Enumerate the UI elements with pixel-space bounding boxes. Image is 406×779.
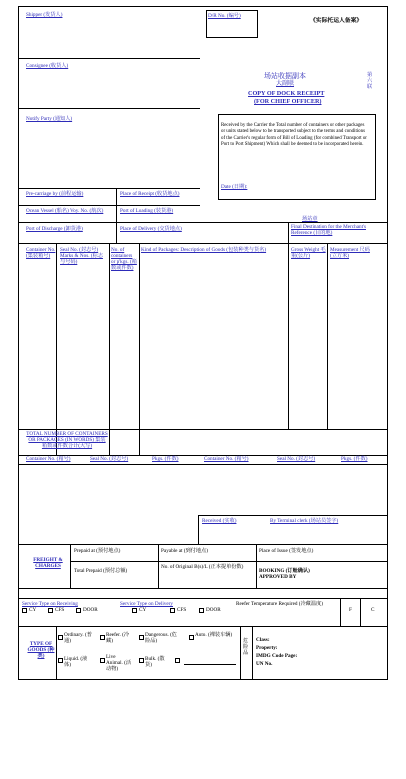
gross-weight-header: Gross Weight 毛重(公斤) xyxy=(291,247,326,259)
place-issue-label[interactable]: Place of Issue (签发地点) xyxy=(259,548,314,554)
consignee-line xyxy=(18,108,200,109)
temp-c-label: C xyxy=(371,607,375,613)
record-note: 《实际托运人备案》 xyxy=(310,18,363,24)
pkgs-2[interactable]: Pkgs. (件数) xyxy=(341,456,368,462)
del-door-label: DOOR xyxy=(206,607,221,613)
property-label: Property: xyxy=(256,645,278,651)
received-divider xyxy=(198,515,199,544)
seal-no-2[interactable]: Seal No. (封志号) xyxy=(277,456,316,462)
recv-cfs-checkbox[interactable] xyxy=(48,608,53,613)
bulk-label: Bulk. (散货) xyxy=(145,656,165,668)
goods-divider-1 xyxy=(56,626,57,679)
recv-door-label: DOOR xyxy=(83,607,98,613)
del-cfs-checkbox[interactable] xyxy=(170,608,175,613)
reefer-temp-label: Reefer Temperature Required (冷藏温度) xyxy=(236,601,323,607)
title-cn2: 大副联 xyxy=(276,81,295,87)
live-animal-label: Live Animal. (活动物) xyxy=(106,654,132,672)
received-line-top xyxy=(198,515,388,516)
del-cfs-label: CFS xyxy=(177,607,187,613)
form-top-border xyxy=(18,6,388,7)
port-discharge-label[interactable]: Port of Discharge (卸货港) xyxy=(26,226,83,232)
total-number-label: TOTAL NUMBER OF CONTAINERS OR PACKAGES (IN WORDS) 集装箱数或件数合计(大写) xyxy=(26,431,108,449)
temp-divider-2 xyxy=(360,598,361,626)
form-left-border xyxy=(18,6,19,679)
received-label: Received (实收) xyxy=(202,518,237,524)
notify-label: Notify Party (通知人) xyxy=(26,116,73,122)
col-line-3 xyxy=(139,243,140,455)
freight-divider-2 xyxy=(158,544,159,588)
routing-divider-1 xyxy=(116,189,117,223)
liquid-checkbox[interactable] xyxy=(58,658,63,663)
service-line-top xyxy=(18,598,388,599)
receipt-statement: Received by the Carrier the Total number of containers or other packages or units stated below to be transported subject to the terms and conditions of the Carrier's regular form of Bill of Loading (for combined Transport or Port to Port Shipment) Which shall be deemed to be incorporated herein. xyxy=(221,123,367,147)
stamp-label: 场站章 xyxy=(302,216,318,222)
recv-cy-checkbox[interactable] xyxy=(22,608,27,613)
port-loading-label[interactable]: Port of Loading (装货港) xyxy=(120,208,174,214)
receipt-date: Date (日期): xyxy=(221,184,248,190)
other-checkbox[interactable] xyxy=(175,658,180,663)
terminal-clerk-label[interactable]: By Terminal clerk (场站员签字) xyxy=(270,518,339,524)
payable-at-label[interactable]: Payable at (到付地点) xyxy=(161,548,208,554)
total-prepaid-label[interactable]: Total Prepaid (预付总额) xyxy=(74,568,128,574)
reefer-checkbox[interactable] xyxy=(100,635,105,640)
pre-carriage-label[interactable]: Pre-carriage by (前程运输) xyxy=(26,191,84,197)
seal-no-1[interactable]: Seal No. (封志号) xyxy=(90,456,129,462)
recv-door-checkbox[interactable] xyxy=(76,608,81,613)
original-bl-label[interactable]: No. of Original B(s)/L (正本提单份数) xyxy=(161,564,244,570)
recv-cy-label: CY xyxy=(29,607,37,613)
ordinary-checkbox[interactable] xyxy=(58,635,63,640)
del-cy-label: CY xyxy=(139,607,147,613)
live-animal-checkbox[interactable] xyxy=(100,658,105,663)
auto-label: Auto. (裸装车辆) xyxy=(195,632,233,638)
container-row-line xyxy=(18,464,388,465)
final-dest-label[interactable]: Final Destination for the Merchant's Reference (目的地) xyxy=(291,224,366,236)
bulk-checkbox[interactable] xyxy=(139,658,144,663)
container-no-2[interactable]: Container No. (箱号) xyxy=(204,456,249,462)
measurement-header: Measurement 尺码(立方米) xyxy=(330,247,370,259)
goods-line-top xyxy=(18,626,388,627)
auto-checkbox[interactable] xyxy=(189,635,194,640)
reefer-label: Reefer. (冷藏) xyxy=(106,632,130,644)
temp-divider-1 xyxy=(340,598,341,626)
dr-no-label: D/R No. (编号) xyxy=(208,13,241,19)
container-no-header: Container No. (集装箱号) xyxy=(26,247,56,259)
cargo-header-top xyxy=(18,243,388,244)
routing-divider-2 xyxy=(116,222,117,243)
col-line-2 xyxy=(109,243,110,455)
temp-f-label: F xyxy=(349,607,352,613)
un-no-label: UN No. xyxy=(256,661,273,667)
freight-label: FREIGHT & CHARGES xyxy=(33,557,63,569)
vessel-label[interactable]: Ocean Vessel (船名) Voy. No. (航次) xyxy=(26,208,104,214)
recv-cfs-label: CFS xyxy=(55,607,65,613)
title-en: COPY OF DOCK RECEIPT xyxy=(248,90,325,97)
form-right-border xyxy=(387,6,388,679)
freight-mid-line xyxy=(70,561,388,562)
col-line-4 xyxy=(288,243,289,429)
title-en2: (FOR CHIEF OFFICER) xyxy=(254,98,322,105)
type-goods-label: TYPE OF GOODS (种类) xyxy=(27,641,55,659)
col-line-1 xyxy=(56,243,57,455)
title-cn: 场站收据副本 xyxy=(264,72,306,80)
place-delivery-label[interactable]: Place of Delivery (交货地点) xyxy=(120,226,182,232)
other-line xyxy=(184,664,236,665)
routing-divider-3 xyxy=(288,222,289,243)
shipper-line xyxy=(18,58,200,59)
dangerous-label: Dangerous. (危险品) xyxy=(145,632,177,644)
col-line-5 xyxy=(327,243,328,429)
form-bottom-border xyxy=(18,679,388,680)
dock-receipt-form xyxy=(18,6,388,776)
service-delivery-label: Service Type on Delivery xyxy=(120,601,173,607)
danger-cn-label: 危险品 xyxy=(243,638,249,656)
container-no-1[interactable]: Container No. (箱号) xyxy=(26,456,71,462)
imdg-label: IMDG Code Page: xyxy=(256,653,298,659)
place-receipt-label[interactable]: Place of Receipt (收货地点) xyxy=(120,191,180,197)
del-door-checkbox[interactable] xyxy=(199,608,204,613)
del-cy-checkbox[interactable] xyxy=(132,608,137,613)
seal-marks-header: Seal No. (封志号) Marks & Nos. (标志与号码) xyxy=(60,247,103,265)
shipper-label: Shipper (发货人) xyxy=(26,12,63,18)
service-receiving-label: Service Type on Receiving xyxy=(22,601,78,607)
pkgs-1[interactable]: Pkgs. (件数) xyxy=(152,456,179,462)
total-line-top xyxy=(18,429,388,430)
booking-approved-label[interactable]: BOOKING (订舱确认) APPROVED BY xyxy=(259,568,310,580)
freight-line-top xyxy=(18,544,388,545)
class-label: Class: xyxy=(256,637,270,643)
liquid-label: Liquid. (液体) xyxy=(64,656,88,668)
kind-packages-header: Kind of Packages: Description of Goods (包装种类与货名) xyxy=(141,247,267,253)
dangerous-checkbox[interactable] xyxy=(139,635,144,640)
routing-line-1 xyxy=(18,205,200,206)
goods-divider-3 xyxy=(252,626,253,679)
prepaid-at-label[interactable]: Prepaid at (预付地点) xyxy=(74,548,121,554)
total-line-bottom xyxy=(18,455,388,456)
no-containers-header: No. of containers or p'kgs. (箱数或件数) xyxy=(111,247,137,271)
ordinary-label: Ordinary. (普通) xyxy=(64,632,92,644)
freight-divider-1 xyxy=(70,544,71,588)
goods-divider-2 xyxy=(240,626,241,679)
notify-line xyxy=(18,188,200,189)
freight-divider-3 xyxy=(256,544,257,588)
freight-line-bottom xyxy=(18,588,388,589)
consignee-label: Consignee (收货人) xyxy=(26,63,69,69)
routing-line-2 xyxy=(18,222,388,223)
side-mark: 第六联 xyxy=(367,72,373,90)
